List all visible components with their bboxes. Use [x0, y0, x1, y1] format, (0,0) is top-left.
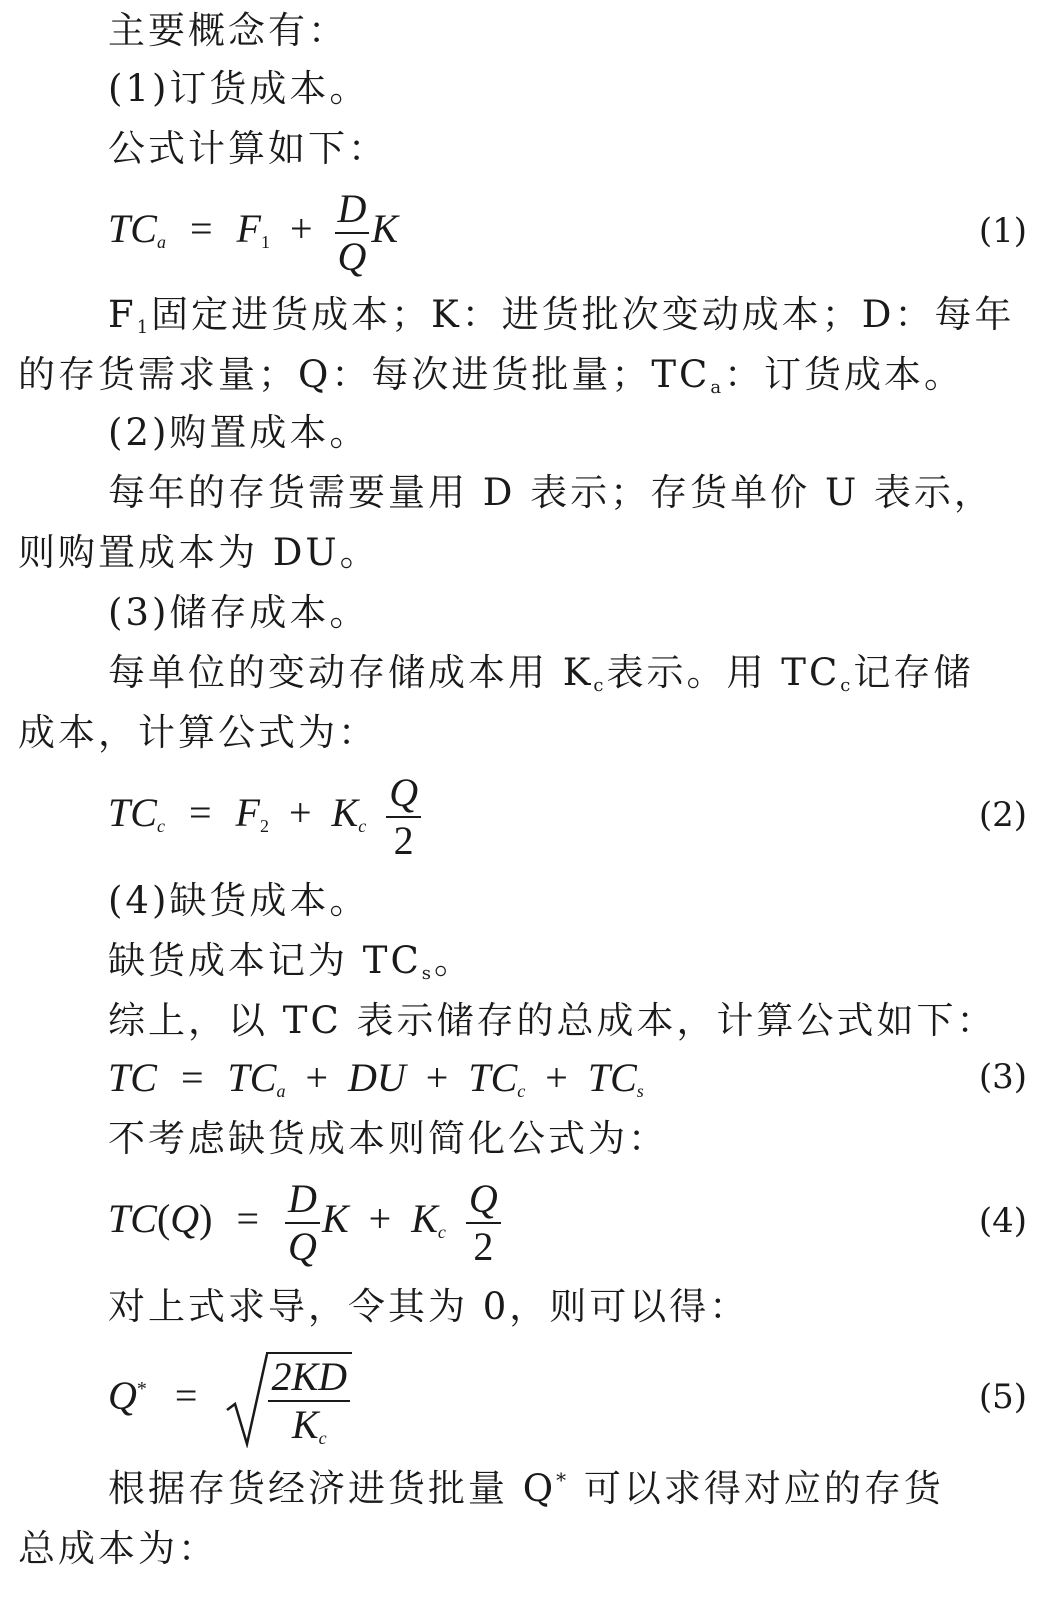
section-heading: (3)储存成本。	[108, 591, 370, 634]
formula-4: TC(Q) = $\frac{D}{Q}$ $K + K_c$ $\frac{Q}{2}$ (4)	[108, 1176, 1027, 1269]
fraction: $\frac{D}{Q}$	[285, 1178, 320, 1268]
formula-2: $TC_c = F2 + K_c$ $\frac{Q}{2}$ (2)	[108, 770, 1027, 863]
text-line: 每单位的变动存储成本用 Kc表示。用 TCc记存储	[108, 651, 974, 696]
fraction: $\frac{D}{Q}$	[335, 188, 370, 278]
formula-3: TC = $TC_a$ + DU + $TC_c + TC_s$ (3)	[108, 1055, 1027, 1101]
text-line: 每年的存货需要量用 D 表示；存货单价 U 表示，	[108, 471, 994, 514]
equation-number: (2)	[978, 795, 1027, 835]
text-line: 成本，计算公式为：	[18, 711, 378, 754]
radical-icon	[225, 1352, 269, 1448]
text-line: 主要概念有：	[108, 9, 348, 52]
text-line: 则购置成本为 DU。	[18, 531, 380, 574]
text-line: 的存货需求量；Q：每次进货批量；TCa：订货成本。	[18, 353, 965, 398]
equation-number: (5)	[978, 1377, 1027, 1417]
text-line: 公式计算如下：	[108, 127, 388, 170]
formula-1: $TC_a = F1$ + $\frac{D}{Q}$ K (1)	[108, 186, 1027, 279]
fraction: $\frac{Q}{2}$	[466, 1178, 501, 1268]
text-line: F1固定进货成本；K：进货批次变动成本；D：每年	[108, 293, 1015, 338]
equation-number: (3)	[978, 1057, 1027, 1097]
section-heading: (2)购置成本。	[108, 411, 370, 454]
equation-number: (1)	[978, 211, 1027, 251]
fraction: $\frac{Q}{2}$	[386, 772, 421, 862]
text-line: 缺货成本记为 TCs。	[108, 939, 474, 984]
section-heading: (4)缺货成本。	[108, 879, 370, 922]
text-line: 综上，以 TC 表示储存的总成本，计算公式如下：	[108, 999, 997, 1042]
text-line: 对上式求导，令其为 0，则可以得：	[108, 1285, 750, 1328]
fraction: $\frac{2KD}{K_c}$	[268, 1356, 350, 1448]
text-line: 根据存货经济进货批量 Q* 可以求得对应的存货	[108, 1467, 944, 1510]
square-root	[225, 1352, 352, 1448]
equation-number: (4)	[978, 1201, 1027, 1241]
section-heading: (1)订货成本。	[108, 67, 370, 110]
text-line: 总成本为：	[18, 1527, 218, 1570]
text-line: 不考虑缺货成本则简化公式为：	[108, 1117, 668, 1160]
formula-5: Q* = $\frac{2KD}{K_c}$ (5)	[108, 1352, 1045, 1448]
